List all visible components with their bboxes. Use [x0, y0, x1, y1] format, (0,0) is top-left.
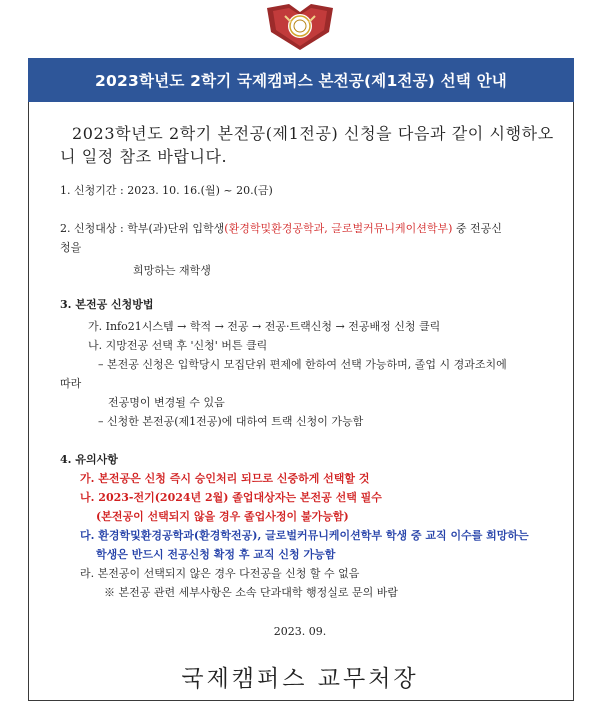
section-3-note-d: – 신청한 본전공(제1전공)에 대하여 트랙 신청이 가능함: [98, 415, 364, 428]
section-2-continuation-2: 희망하는 재학생: [133, 264, 211, 277]
intro-line-1: 2023학년도 2학기 본전공(제1전공) 신청을 다음과 같이 시행하오: [72, 124, 554, 143]
section-3-note-c-cont: 따라: [60, 377, 82, 390]
university-emblem-logo: [265, 2, 335, 52]
section-4-item-e: ※ 본전공 관련 세부사항은 소속 단과대학 행정실로 문의 바람: [104, 586, 398, 599]
section-4-item-b: 나. 2023-전기(2024년 2월) 졸업대상자는 본전공 선택 필수: [80, 491, 382, 504]
section-3-note-c: – 본전공 신청은 입학당시 모집단위 편제에 한하여 선택 가능하며, 졸업 시 경과조치에: [98, 358, 507, 371]
section-2-target: [60, 222, 502, 236]
section-2-departments: (환경학및환경공학과, 글로벌커뮤니케이션학부): [224, 222, 453, 235]
section-2-continuation: 청을: [60, 241, 82, 254]
section-4-item-d: 라. 본전공이 선택되지 않은 경우 다전공을 신청 할 수 없음: [80, 567, 360, 580]
section-4-item-b-note: (본전공이 선택되지 않을 경우 졸업사정이 불가능함): [96, 510, 349, 523]
section-1-period: 1. 신청기간 : 2023. 10. 16.(월) ~ 20.(금): [60, 184, 273, 197]
section-3-note-c-cont-2: 전공명이 변경될 수 있음: [108, 396, 225, 409]
section-4-title: 4. 유의사항: [60, 453, 118, 466]
page-title-banner: 2023학년도 2학기 국제캠퍼스 본전공(제1전공) 선택 안내: [28, 58, 574, 102]
section-3-step-a: 가. Info21시스템 → 학적 → 전공 → 전공·트랙신청 → 전공배정 신청 클릭: [88, 320, 441, 333]
intro-line-2: 니 일정 참조 바랍니다.: [60, 147, 228, 166]
section-4-item-c: 다. 환경학및환경공학과(환경학전공), 글로벌커뮤니케이션학부 학생 중 교직 이수를 희망하는: [80, 529, 529, 542]
section-3-title: 3. 본전공 신청방법: [60, 298, 154, 311]
section-2-suffix: 중 전공신: [452, 222, 502, 235]
notice-date: 2023. 09.: [273, 625, 327, 638]
signature: 국제캠퍼스 교무처장: [181, 666, 419, 692]
section-3-step-b: 나. 지망전공 선택 후 '신청' 버튼 클릭: [88, 339, 268, 352]
section-4-item-c-cont: 학생은 반드시 전공신청 확정 후 교직 신청 가능함: [96, 548, 336, 561]
section-2-prefix: 2. 신청대상 : 학부(과)단위 입학생: [60, 222, 225, 235]
section-4-item-a: 가. 본전공은 신청 즉시 승인처리 되므로 신중하게 선택할 것: [80, 472, 370, 485]
